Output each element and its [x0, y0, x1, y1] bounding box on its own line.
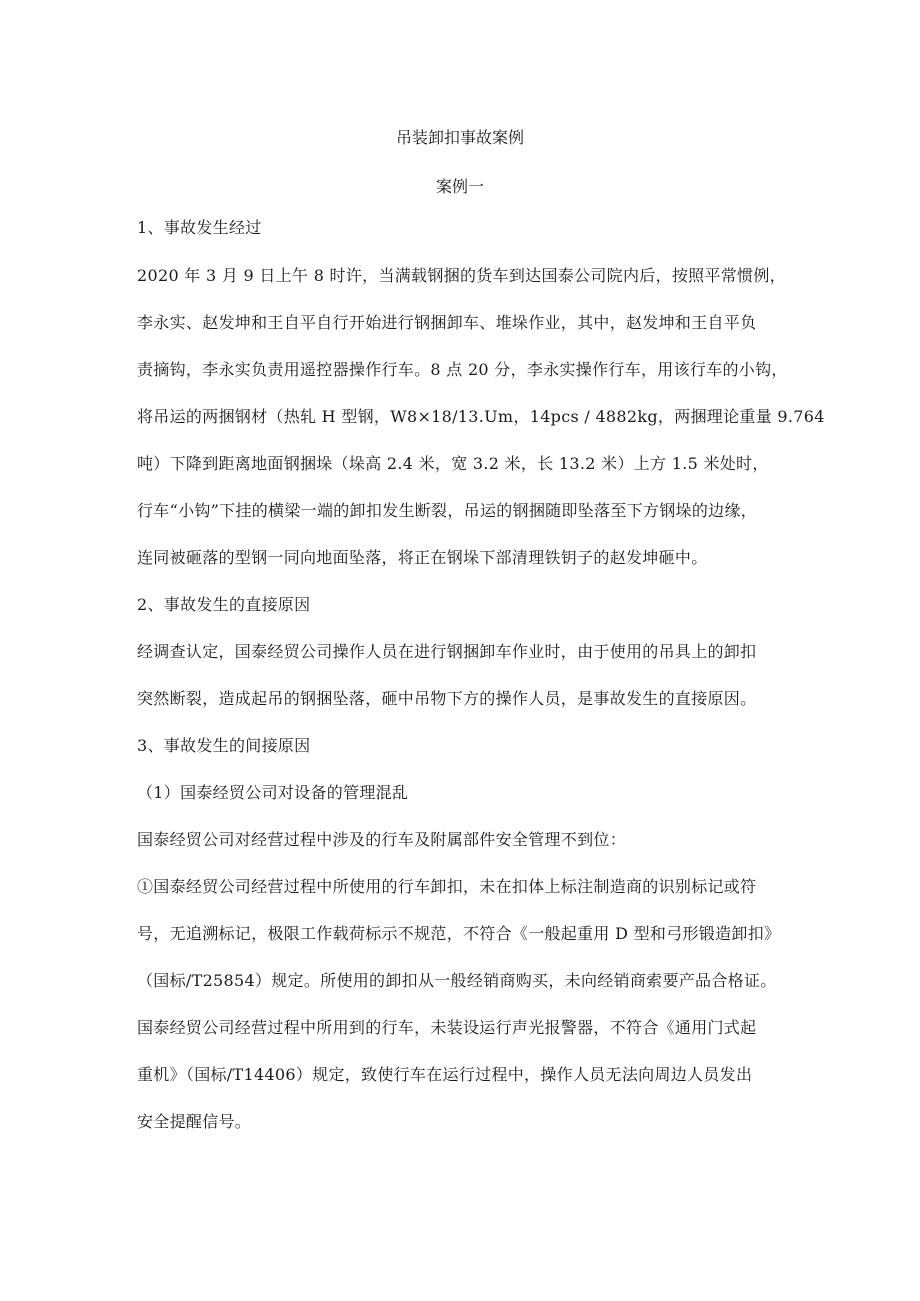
paragraph-line: 突然断裂，造成起吊的钢捆坠落，砸中吊物下方的操作人员，是事故发生的直接原因。: [137, 689, 757, 708]
paragraph-line: （国标/T25854）规定。所使用的卸扣从一般经销商购买，未向经销商索要产品合格证。: [137, 971, 777, 990]
paragraph-line: 责摘钩，李永实负责用遥控器操作行车。8 点 20 分，李永实操作行车，用该行车的小钩，: [137, 360, 788, 379]
subsection-heading: （1）国泰经贸公司对设备的管理混乱: [137, 783, 409, 802]
paragraph-line: 李永实、赵发坤和王自平自行开始进行钢捆卸车、堆垛作业，其中，赵发坤和王自平负: [137, 313, 757, 332]
paragraph-line: 国泰经贸公司对经营过程中涉及的行车及附属部件安全管理不到位：: [137, 830, 627, 849]
paragraph-line: 吨）下降到距离地面钢捆垛（垛高 2.4 米，宽 3.2 米，长 13.2 米）上方 1.5 米处时，: [137, 454, 769, 473]
paragraph-line: 国泰经贸公司经营过程中所用到的行车，未装设运行声光报警器，不符合《通用门式起: [137, 1018, 757, 1037]
paragraph-line: ①国泰经贸公司经营过程中所使用的行车卸扣，未在扣体上标注制造商的识别标记或符: [137, 877, 757, 896]
paragraph-line: 连同被砸落的型钢一同向地面坠落，将正在钢垛下部清理铁钥子的赵发坤砸中。: [137, 548, 708, 567]
paragraph-line: 经调查认定，国泰经贸公司操作人员在进行钢捆卸车作业时，由于使用的吊具上的卸扣: [137, 642, 757, 661]
section-heading-1: 1、事故发生经过: [137, 218, 262, 237]
paragraph-line: 将吊运的两捆钢材（热轧 H 型钢，W8×18/13.Um，14pcs / 4882kg，两捆理论重量 9.764: [137, 407, 825, 426]
paragraph-line: 重机》（国标/T14406）规定，致使行车在运行过程中，操作人员无法向周边人员发出: [137, 1065, 753, 1084]
paragraph-line: 行车“小钩”下挂的横梁一端的卸扣发生断裂，吊运的钢捆随即坠落至下方钢垛的边缘，: [137, 501, 758, 520]
document-title: 吊装卸扣事故案例: [395, 128, 524, 147]
section-heading-2: 2、事故发生的直接原因: [137, 595, 311, 614]
case-subtitle: 案例一: [435, 177, 484, 196]
section-heading-3: 3、事故发生的间接原因: [137, 736, 311, 755]
paragraph-line: 号，无追溯标记，极限工作载荷标示不规范，不符合《一般起重用 D 型和弓形锻造卸扣》: [137, 924, 781, 943]
paragraph-line: 安全提醒信号。: [137, 1112, 252, 1131]
paragraph-line: 2020 年 3 月 9 日上午 8 时许，当满载钢捆的货车到达国泰公司院内后，按照平常惯例，: [137, 266, 786, 285]
